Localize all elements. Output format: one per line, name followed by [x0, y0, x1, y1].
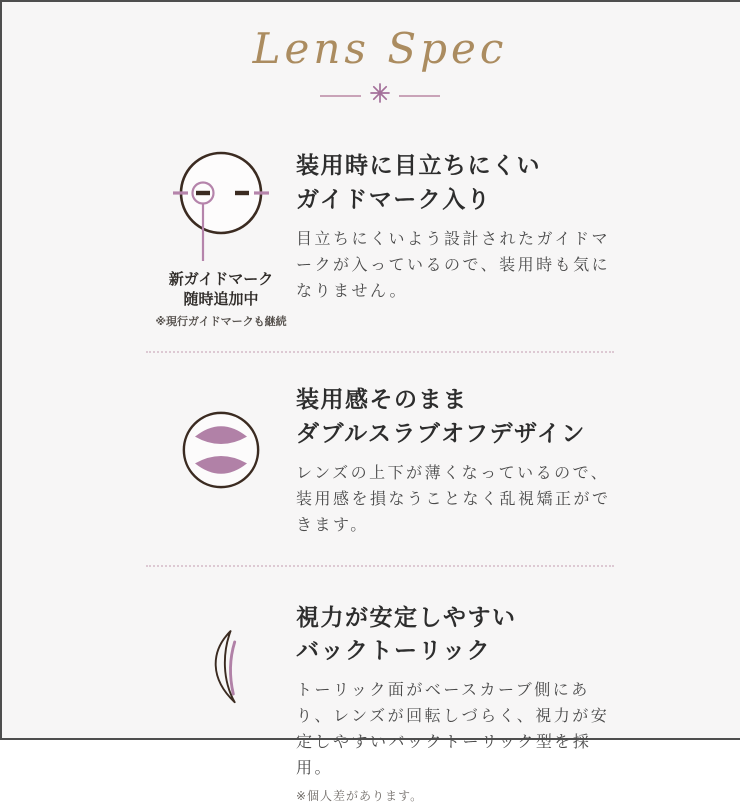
section-divider-2 [146, 565, 614, 567]
back-toric-text-column [296, 601, 614, 804]
divider-line-right [399, 95, 440, 97]
back-toric-heading-line2: バックトーリック [296, 636, 492, 663]
guide-mark-heading [296, 149, 614, 216]
sparkle-asterisk-icon [369, 82, 391, 109]
slab-off-body: レンズの上下が薄くなっているので、装用感を損なうことなく乱視矯正ができます。 [296, 464, 611, 534]
guide-mark-heading-line1: 装用時に目立ちにくい [296, 152, 541, 179]
double-slab-off-lens-icon [182, 411, 260, 494]
back-toric-heading-line1: 視力が安定しやすい [296, 603, 517, 630]
slab-off-heading-line2: ダブルスラブオフデザイン [296, 419, 586, 446]
slab-off-heading-line1: 装用感そのまま [296, 386, 468, 413]
guide-mark-caption-line1: 新ガイドマーク [168, 271, 274, 289]
page-title: Lens Spec [252, 24, 508, 73]
back-toric-note: ※個人差があります。 [296, 788, 424, 803]
guide-mark-heading-line2: ガイドマーク入り [296, 185, 492, 212]
section-slab-off [146, 383, 614, 538]
back-toric-heading [296, 601, 614, 668]
back-toric-icon-column [146, 601, 296, 714]
section-guide-mark [146, 149, 614, 329]
slab-off-icon-column [146, 383, 296, 494]
guide-mark-text-column [296, 149, 614, 304]
slab-off-text-column [296, 383, 614, 538]
section-back-toric [146, 601, 614, 804]
section-divider-1 [146, 351, 614, 353]
back-toric-lens-profile-icon [199, 627, 243, 714]
guide-mark-icon-column [146, 149, 296, 329]
title-divider [146, 82, 614, 109]
guide-mark-body: 目立ちにくいよう設計されたガイドマークが入っているので、装用時も気になりません。 [296, 230, 611, 300]
guide-mark-caption-note: ※現行ガイドマークも継続 [155, 316, 287, 329]
back-toric-body: トーリック面がベースカーブ側にあり、レンズが回転しづらく、視力が安定しやすいバックトーリック型を採用。 [296, 682, 610, 777]
guide-mark-caption-line2: 随時追加中 [183, 290, 259, 308]
guide-mark-caption [169, 270, 274, 309]
slab-off-heading [296, 383, 614, 450]
content-column [146, 2, 614, 804]
lens-guide-mark-icon [161, 149, 281, 268]
divider-line-left [320, 95, 361, 97]
